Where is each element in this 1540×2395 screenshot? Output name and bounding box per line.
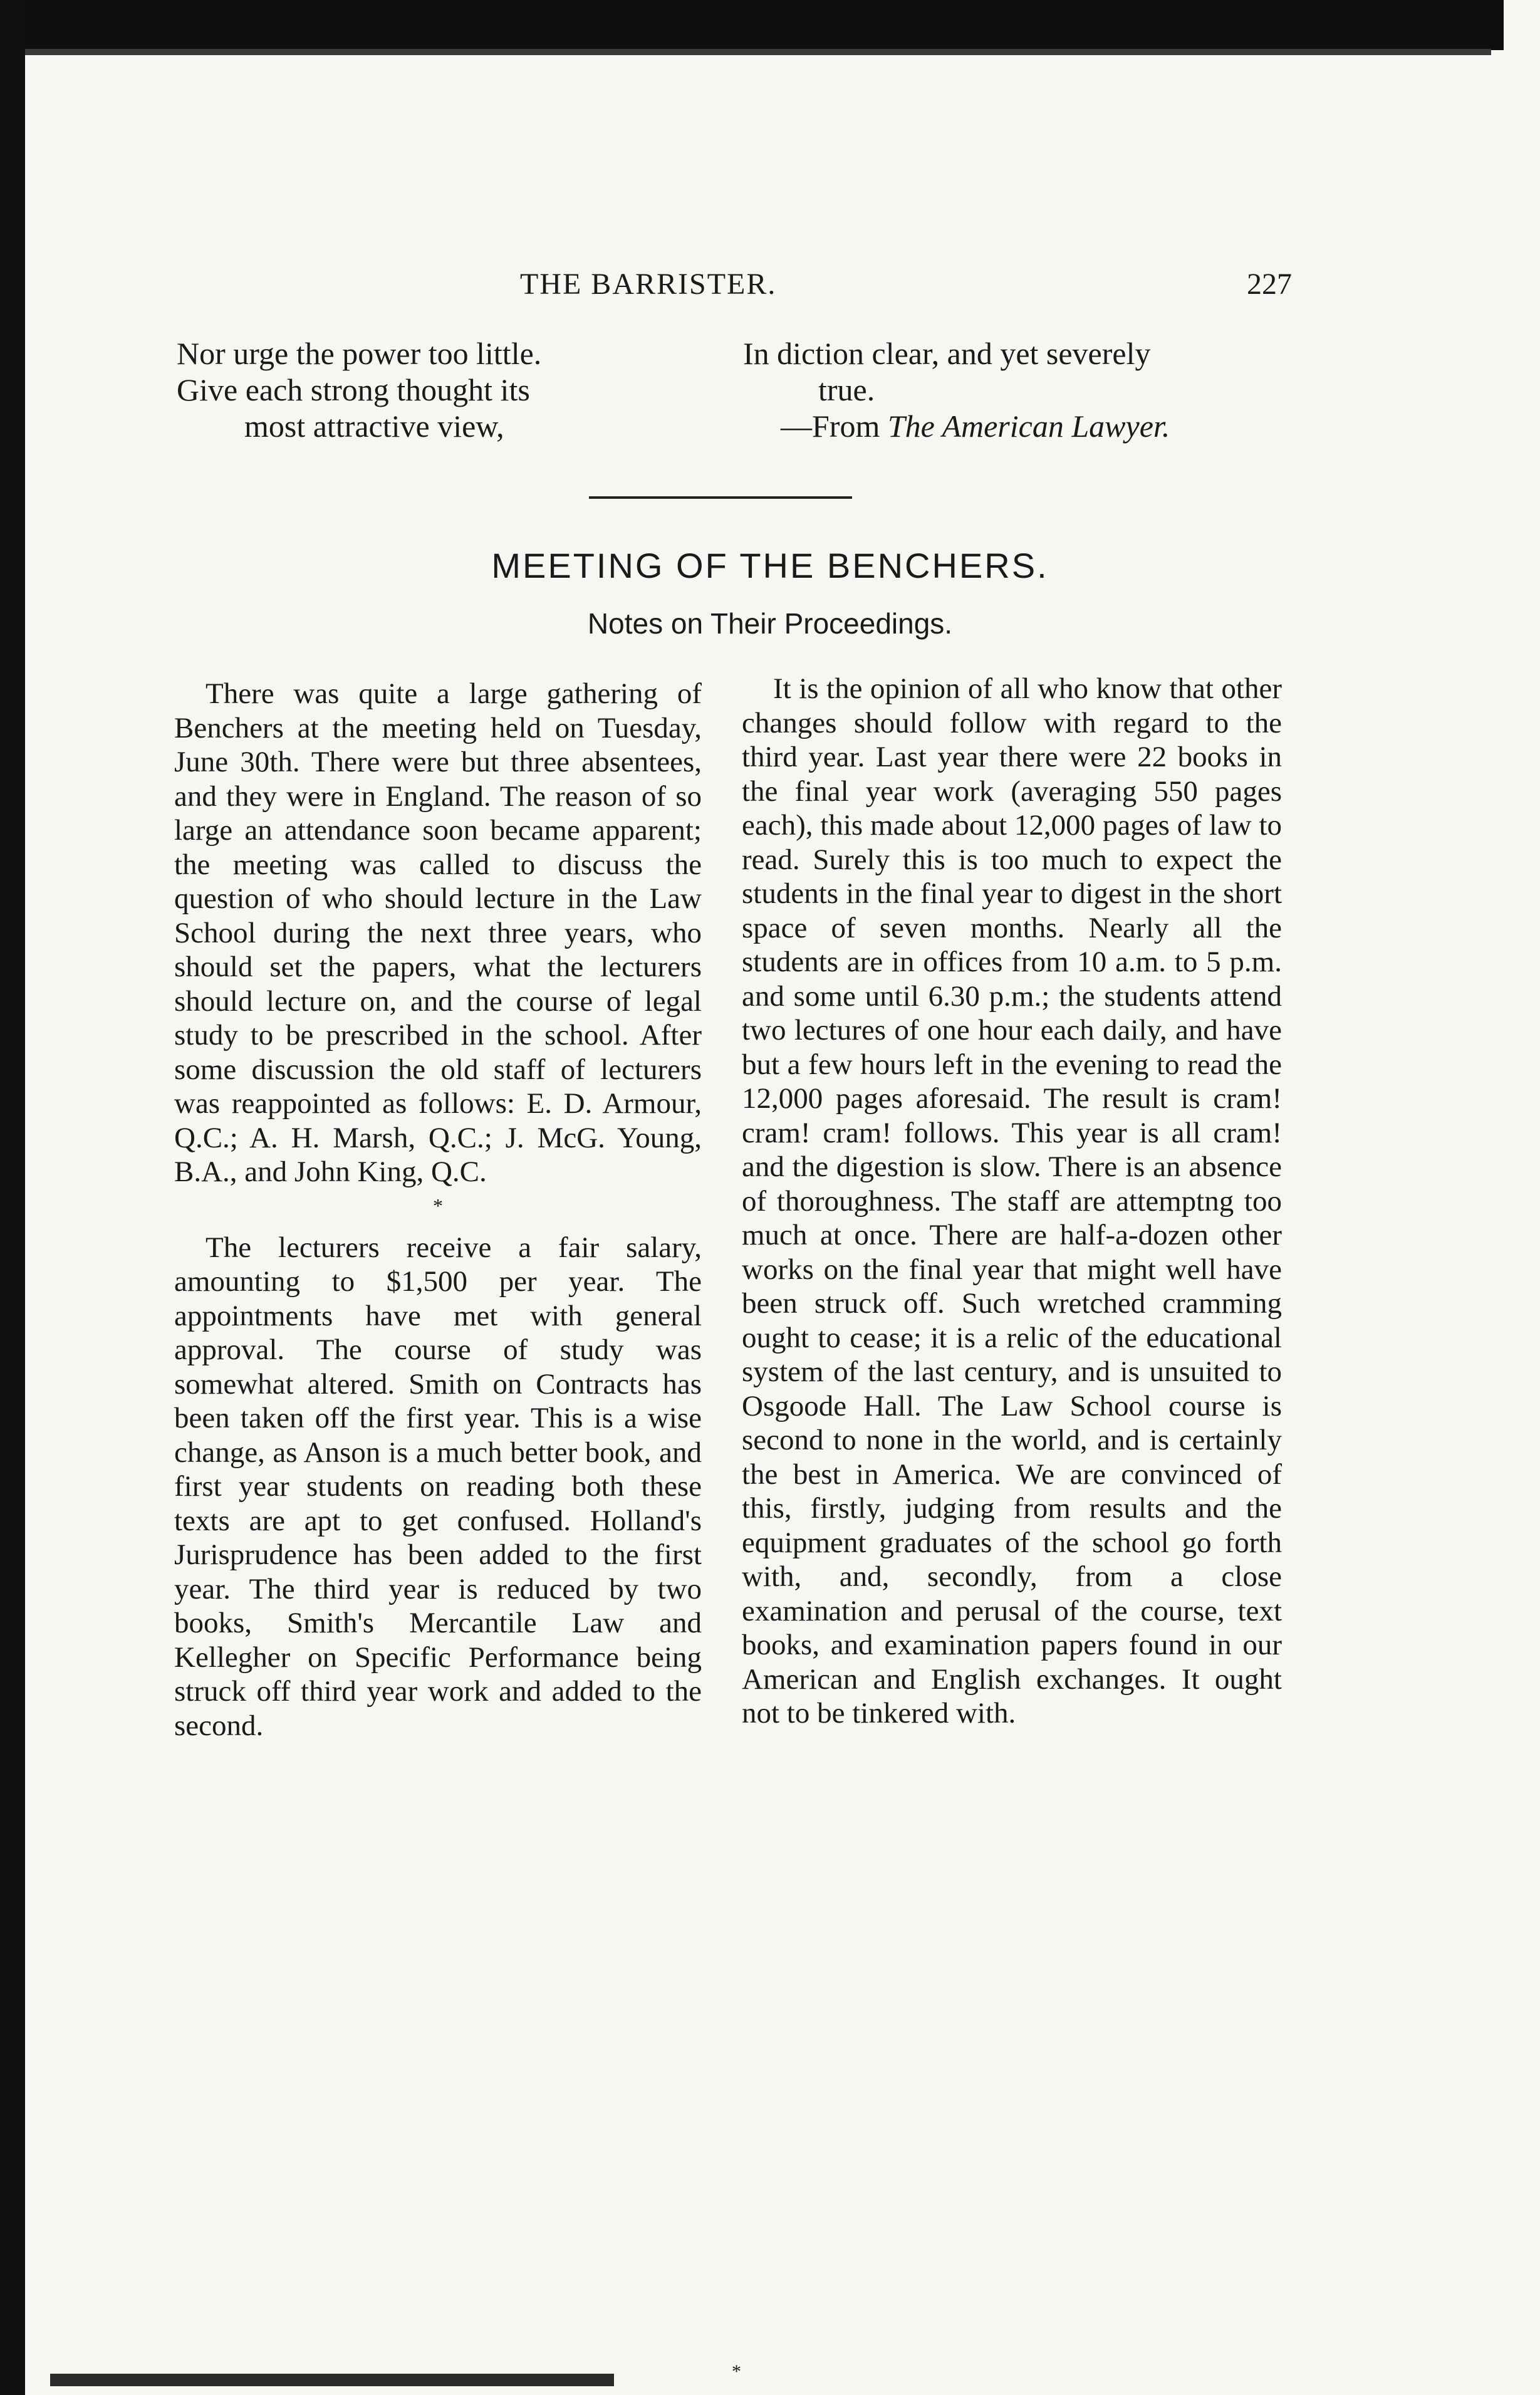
poem-line: most attractive view,: [244, 409, 504, 444]
poem-line: true.: [818, 372, 875, 407]
footer-mark: *: [732, 2361, 741, 2382]
scan-border-left: [0, 0, 25, 2395]
section-divider: [589, 496, 852, 499]
poem-line: Give each strong thought its: [177, 372, 530, 407]
attribution-source: The American Lawyer.: [887, 409, 1170, 444]
article-subheadline: Notes on Their Proceedings.: [587, 607, 953, 640]
article-paragraph: There was quite a large gathering of Benchers at the meeting held on Tuesday, June 30th. There were but three absentees, and they were in England. The reason of so large an attendance soon became apparent; the meeting was called to discuss the question of who should lecture in the Law School during the next three years, who should set the papers, what the lecturers should lecture on, and the course of legal study to be prescribed in the school. After some discussion the old staff of lecturers was reappointed as follows: E. D. Armour, Q.C.; A. H. Marsh, Q.C.; J. McG. Young, B.A., and John King, Q.C.: [174, 677, 702, 1188]
article-right-column: [742, 672, 1282, 1731]
poem-right-column: [743, 335, 1307, 444]
article-paragraph: It is the opinion of all who know that other changes should follow with regard to the third year. Last year there were 22 books in the final year work (averaging 550 pages each), this made about 12,000 pages of law to read. Surely this is too much to expect the students in the final year to digest in the short space of seven months. Nearly all the students are in offices from 10 a.m. to 5 p.m. and some until 6.30 p.m.; the students attend two lectures of one hour each daily, and have but a few hours left in the evening to read the 12,000 pages aforesaid. The result is cram! cram! cram! follows. This year is all cram! and the digestion is slow. There is an absence of thoroughness. The staff are attemptng too much at once. There are half-a-dozen other works on the final year that might well have been struck off. Such wretched cramming ought to cease; it is a relic of the educational system of the last century, and is unsuited to Osgoode Hall. The Law School course is second to none in the world, and is certainly the best in America. We are convinced of this, firstly, judging from results and the equipment graduates of the school go forth with, and, secondly, from a close examination and perusal of the course, text books, and examination papers found in our American and English exchanges. It ought not to be tinkered with.: [742, 672, 1282, 1730]
poem-line: In diction clear, and yet severely: [743, 336, 1151, 371]
article-headline: MEETING OF THE BENCHERS.: [491, 546, 1049, 585]
journal-title: THE BARRISTER.: [520, 268, 777, 301]
scan-border-top: [0, 0, 1504, 50]
poem-attribution: [743, 408, 1307, 444]
article-left-column: [174, 677, 702, 1743]
section-break-mark: *: [433, 1194, 443, 1217]
attribution-prefix: —From: [781, 409, 888, 444]
poem-left-column: [177, 335, 741, 444]
poem-line: Nor urge the power too little.: [177, 336, 542, 371]
scan-border-top-edge: [0, 49, 1491, 55]
running-head: [0, 267, 1540, 305]
scan-border-bottom: [50, 2374, 614, 2386]
article-paragraph: The lecturers receive a fair salary, amounting to $1,500 per year. The appointments have met with general approval. The course of study was somewhat altered. Smith on Contracts has been taken off the first year. This is a wise change, as Anson is a much better book, and first year students on reading both these texts are apt to get confused. Holland's Jurisprudence has been added to the first year. The third year is reduced by two books, Smith's Mercantile Law and Kellegher on Specific Performance being struck off third year work and added to the second.: [174, 1231, 702, 1742]
page-number: 227: [1247, 268, 1292, 301]
